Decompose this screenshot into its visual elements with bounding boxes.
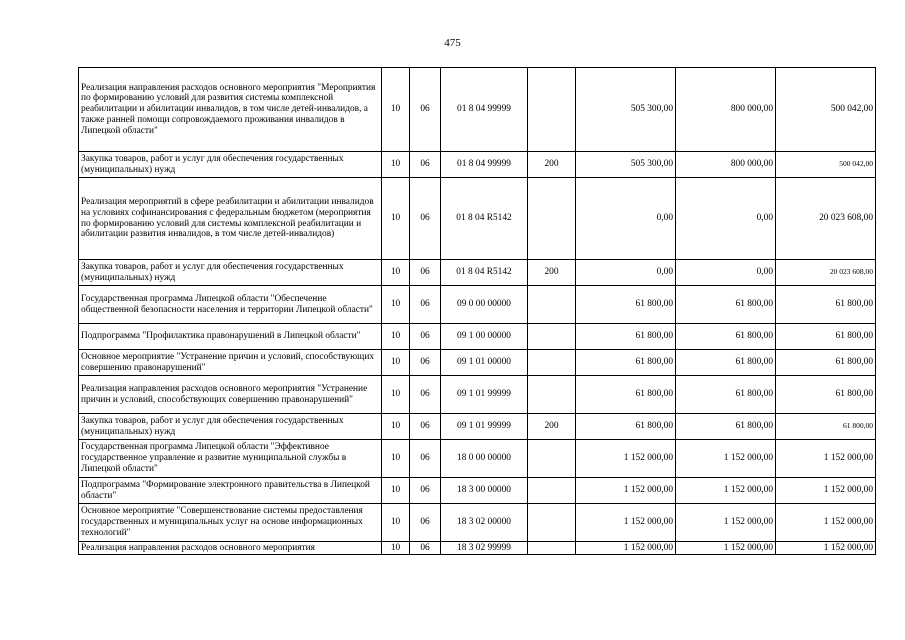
row-amount-2: 61 800,00 [676, 376, 776, 414]
row-amount-2: 800 000,00 [676, 152, 776, 178]
row-section: 10 [382, 260, 410, 286]
table-row [79, 350, 876, 376]
row-code: 18 3 02 00000 [441, 504, 528, 542]
row-amount-2: 1 152 000,00 [676, 504, 776, 542]
table-row [79, 152, 876, 178]
row-code: 09 1 01 99999 [441, 414, 528, 440]
row-amount-1: 61 800,00 [576, 286, 676, 324]
row-amount-1: 61 800,00 [576, 350, 676, 376]
table-row [79, 542, 876, 555]
row-amount-3: 61 800,00 [776, 286, 876, 324]
row-section: 10 [382, 376, 410, 414]
row-name: Основное мероприятие "Совершенствование системы предоставления государственных и муниципальных услуг на основе информационных технологий" [79, 504, 382, 542]
row-name: Реализация направления расходов основного мероприятия "Мероприятия по формированию условий для развития системы комплексной реабилитации и абилитации инвалидов, в том числе детей-инвалидов, а также ранней помощи сопровождаемого проживания инвалидов в Липецкой области" [79, 68, 382, 152]
row-subsection: 06 [410, 376, 441, 414]
row-amount-1: 61 800,00 [576, 376, 676, 414]
row-section: 10 [382, 286, 410, 324]
row-name: Реализация направления расходов основного мероприятия [79, 542, 382, 555]
row-amount-1: 61 800,00 [576, 324, 676, 350]
row-amount-2: 0,00 [676, 178, 776, 260]
row-amount-3: 1 152 000,00 [776, 440, 876, 478]
row-amount-1: 505 300,00 [576, 68, 676, 152]
row-code: 09 1 01 99999 [441, 376, 528, 414]
row-amount-3: 1 152 000,00 [776, 504, 876, 542]
row-amount-1: 1 152 000,00 [576, 478, 676, 504]
row-subsection: 06 [410, 478, 441, 504]
row-expense-type [528, 350, 576, 376]
row-section: 10 [382, 414, 410, 440]
row-amount-2: 61 800,00 [676, 350, 776, 376]
row-expense-type [528, 68, 576, 152]
table-row [79, 286, 876, 324]
row-expense-type [528, 478, 576, 504]
row-section: 10 [382, 504, 410, 542]
row-section: 10 [382, 178, 410, 260]
row-subsection: 06 [410, 542, 441, 555]
row-amount-2: 1 152 000,00 [676, 542, 776, 555]
table-row [79, 324, 876, 350]
row-section: 10 [382, 324, 410, 350]
row-name: Государственная программа Липецкой области "Эффективное государственное управление и развитие муниципальной службы в Липецкой области" [79, 440, 382, 478]
table-row [79, 414, 876, 440]
row-section: 10 [382, 350, 410, 376]
row-name: Подпрограмма "Формирование электронного правительства в Липецкой области" [79, 478, 382, 504]
row-name: Подпрограмма "Профилактика правонарушений в Липецкой области" [79, 324, 382, 350]
row-expense-type: 200 [528, 152, 576, 178]
row-amount-3: 500 042,00 [776, 152, 876, 178]
row-code: 01 8 04 R5142 [441, 260, 528, 286]
row-expense-type [528, 440, 576, 478]
row-name: Реализация мероприятий в сфере реабилитации и абилитации инвалидов на условиях софинансирования с федеральным бюджетом (мероприятия по формированию условий для системы комплексной реабилитации и абилитации развития инвалидов, в том числе детей-инвалидов) [79, 178, 382, 260]
budget-table [78, 67, 876, 555]
row-amount-2: 0,00 [676, 260, 776, 286]
row-subsection: 06 [410, 324, 441, 350]
table-row [79, 178, 876, 260]
table-row [79, 68, 876, 152]
page-number: 475 [444, 37, 461, 49]
row-amount-3: 61 800,00 [776, 324, 876, 350]
row-expense-type [528, 286, 576, 324]
row-amount-2: 61 800,00 [676, 414, 776, 440]
row-subsection: 06 [410, 414, 441, 440]
row-code: 09 1 00 00000 [441, 324, 528, 350]
table-row [79, 478, 876, 504]
row-amount-1: 0,00 [576, 178, 676, 260]
table-row [79, 504, 876, 542]
row-name: Реализация направления расходов основного мероприятия "Устранение причин и условий, способствующих совершению правонарушений" [79, 376, 382, 414]
row-section: 10 [382, 440, 410, 478]
row-code: 01 8 04 99999 [441, 152, 528, 178]
row-name: Закупка товаров, работ и услуг для обеспечения государственных (муниципальных) нужд [79, 152, 382, 178]
row-expense-type [528, 504, 576, 542]
row-amount-3: 61 800,00 [776, 414, 876, 440]
row-subsection: 06 [410, 440, 441, 478]
row-amount-2: 61 800,00 [676, 286, 776, 324]
row-amount-1: 0,00 [576, 260, 676, 286]
row-subsection: 06 [410, 504, 441, 542]
row-amount-1: 505 300,00 [576, 152, 676, 178]
row-code: 01 8 04 R5142 [441, 178, 528, 260]
row-amount-3: 20 023 608,00 [776, 178, 876, 260]
table-row [79, 376, 876, 414]
row-subsection: 06 [410, 286, 441, 324]
row-subsection: 06 [410, 68, 441, 152]
row-section: 10 [382, 152, 410, 178]
row-expense-type [528, 178, 576, 260]
row-amount-2: 1 152 000,00 [676, 478, 776, 504]
row-amount-1: 1 152 000,00 [576, 504, 676, 542]
row-amount-3: 500 042,00 [776, 68, 876, 152]
row-code: 09 1 01 00000 [441, 350, 528, 376]
row-code: 18 3 02 99999 [441, 542, 528, 555]
row-subsection: 06 [410, 260, 441, 286]
table-row [79, 440, 876, 478]
row-amount-3: 1 152 000,00 [776, 542, 876, 555]
row-amount-1: 1 152 000,00 [576, 440, 676, 478]
row-code: 01 8 04 99999 [441, 68, 528, 152]
row-section: 10 [382, 478, 410, 504]
row-amount-1: 1 152 000,00 [576, 542, 676, 555]
row-amount-2: 1 152 000,00 [676, 440, 776, 478]
row-amount-3: 61 800,00 [776, 350, 876, 376]
row-amount-1: 61 800,00 [576, 414, 676, 440]
row-expense-type [528, 542, 576, 555]
row-code: 09 0 00 00000 [441, 286, 528, 324]
row-section: 10 [382, 542, 410, 555]
row-name: Государственная программа Липецкой области "Обеспечение общественной безопасности населения и территории Липецкой области" [79, 286, 382, 324]
row-expense-type: 200 [528, 260, 576, 286]
row-amount-2: 800 000,00 [676, 68, 776, 152]
row-name: Закупка товаров, работ и услуг для обеспечения государственных (муниципальных) нужд [79, 260, 382, 286]
row-amount-3: 20 023 608,00 [776, 260, 876, 286]
row-section: 10 [382, 68, 410, 152]
row-subsection: 06 [410, 350, 441, 376]
table-row [79, 260, 876, 286]
row-amount-2: 61 800,00 [676, 324, 776, 350]
row-amount-3: 61 800,00 [776, 376, 876, 414]
row-expense-type [528, 376, 576, 414]
row-expense-type: 200 [528, 414, 576, 440]
row-subsection: 06 [410, 152, 441, 178]
row-expense-type [528, 324, 576, 350]
row-subsection: 06 [410, 178, 441, 260]
row-name: Основное мероприятие "Устранение причин и условий, способствующих совершению правонарушений" [79, 350, 382, 376]
row-code: 18 0 00 00000 [441, 440, 528, 478]
row-code: 18 3 00 00000 [441, 478, 528, 504]
row-amount-3: 1 152 000,00 [776, 478, 876, 504]
row-name: Закупка товаров, работ и услуг для обеспечения государственных (муниципальных) нужд [79, 414, 382, 440]
